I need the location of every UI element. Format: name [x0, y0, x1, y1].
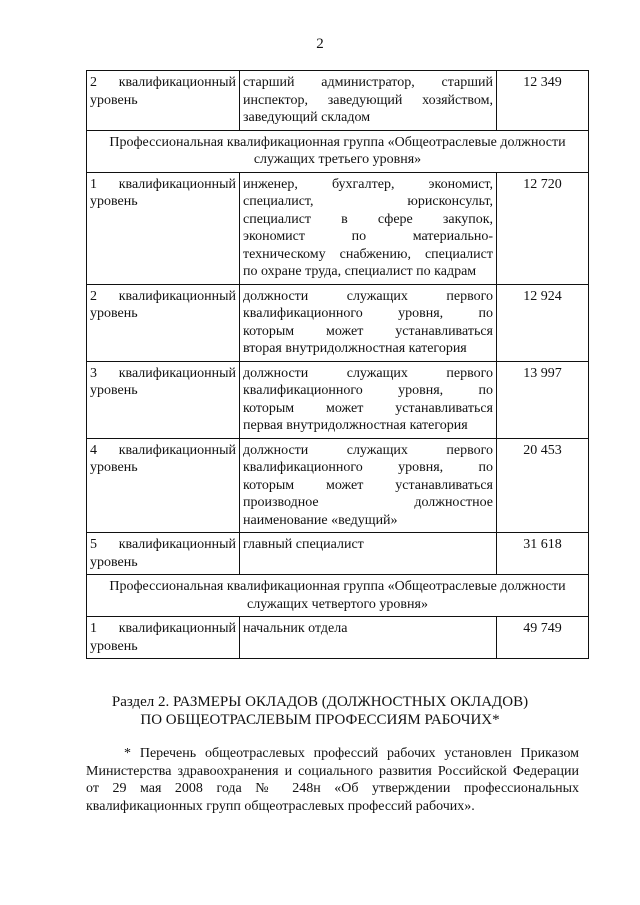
level-cell [87, 361, 240, 438]
position-line: квалификационного уровня, по [243, 383, 493, 398]
level-cell [87, 617, 240, 659]
position-line: начальник отдела [243, 621, 348, 636]
level-text: уровень [90, 306, 138, 321]
position-line: специалист, юрисконсульт, [243, 194, 493, 209]
table-row [87, 533, 589, 575]
footnote-line: квалификационных групп общеотраслевых профессий рабочих». [86, 798, 475, 814]
position-line: должности служащих первого [243, 365, 493, 381]
level-text: 1 квалификационный [90, 176, 236, 192]
level-text: 4 квалификационный [90, 442, 236, 458]
salary-cell: 12 349 [497, 71, 589, 131]
level-text: 5 квалификационный [90, 537, 236, 552]
position-line: техническому снабжению, специалист [243, 246, 493, 262]
group-header-cell [87, 130, 589, 172]
section-title-line-2: ПО ОБЩЕОТРАСЛЕВЫМ ПРОФЕССИЯМ РАБОЧИХ* [140, 712, 500, 728]
page-number: 2 [316, 36, 324, 52]
level-text: 2 квалификационный [90, 75, 236, 90]
salary-table-body [87, 71, 589, 659]
group-header-cell [87, 575, 589, 617]
position-line: инженер, бухгалтер, экономист, [243, 176, 493, 192]
group-header-row [87, 575, 589, 617]
level-text: уровень [90, 194, 138, 209]
positions-cell [240, 172, 497, 284]
position-line: которым может устанавливаться [243, 323, 493, 339]
level-text: 2 квалификационный [90, 288, 236, 304]
group-header-row [87, 130, 589, 172]
table-row [87, 361, 589, 438]
positions-cell [240, 361, 497, 438]
group-header-line: Профессиональная квалификационная группа «Общеотраслевые должности [109, 134, 566, 150]
level-text: уровень [90, 92, 138, 108]
table-row [87, 172, 589, 284]
salary-cell: 31 618 [497, 533, 589, 575]
footnote-line: * Перечень общеотраслевых профессий рабочих установлен Приказом [124, 746, 579, 761]
position-line: первая внутридолжностная категория [243, 418, 468, 433]
level-text: уровень [90, 460, 138, 475]
level-text: 1 квалификационный [90, 621, 236, 636]
position-line: производное должностное [243, 495, 493, 510]
positions-cell [240, 617, 497, 659]
footnote-line: от 29 мая 2008 года № 248н «Об утверждении профессиональных [86, 781, 579, 796]
position-line: по охране труда, специалист по кадрам [243, 264, 477, 279]
salary-cell: 12 924 [497, 284, 589, 361]
position-line: должности служащих первого [243, 288, 493, 304]
position-line: вторая внутридолжностная категория [243, 341, 467, 356]
level-text: уровень [90, 638, 138, 654]
position-line: квалификационного уровня, по [243, 460, 493, 475]
positions-cell [240, 284, 497, 361]
level-cell [87, 438, 240, 533]
section-title-line-1: Раздел 2. РАЗМЕРЫ ОКЛАДОВ (ДОЛЖНОСТНЫХ ОКЛАДОВ) [111, 694, 529, 710]
group-header-line: служащих третьего уровня» [253, 152, 422, 167]
position-line: должности служащих первого [243, 442, 493, 458]
level-text: уровень [90, 383, 138, 398]
positions-cell [240, 533, 497, 575]
position-line: которым может устанавливаться [243, 400, 493, 416]
group-header-line: Профессиональная квалификационная группа «Общеотраслевые должности [109, 579, 566, 594]
salary-cell: 20 453 [497, 438, 589, 533]
footnote [86, 745, 579, 815]
position-line: заведующий складом [243, 110, 371, 125]
position-line: экономист по материально- [243, 229, 493, 244]
position-line: специалист в сфере закупок, [243, 211, 493, 227]
level-cell [87, 284, 240, 361]
level-cell [87, 71, 240, 131]
position-line: инспектор, заведующий хозяйством, [243, 92, 493, 108]
level-text: уровень [90, 554, 138, 570]
salary-cell: 13 997 [497, 361, 589, 438]
level-cell [87, 533, 240, 575]
position-line: квалификационного уровня, по [243, 306, 493, 321]
level-cell [87, 172, 240, 284]
table-row [87, 71, 589, 131]
table-row [87, 617, 589, 659]
salary-cell: 12 720 [497, 172, 589, 284]
position-line: старший администратор, старший [243, 75, 493, 90]
footnote-line: Министерства здравоохранения и социального развития Российской Федерации [86, 763, 579, 779]
table-row [87, 284, 589, 361]
level-text: 3 квалификационный [90, 365, 236, 381]
position-line: которым может устанавливаться [243, 477, 493, 493]
positions-cell [240, 71, 497, 131]
position-line: наименование «ведущий» [243, 512, 398, 528]
group-header-line: служащих четвертого уровня» [247, 596, 428, 612]
table-row [87, 438, 589, 533]
salary-table [86, 70, 589, 659]
salary-cell: 49 749 [497, 617, 589, 659]
positions-cell [240, 438, 497, 533]
position-line: главный специалист [243, 537, 364, 552]
